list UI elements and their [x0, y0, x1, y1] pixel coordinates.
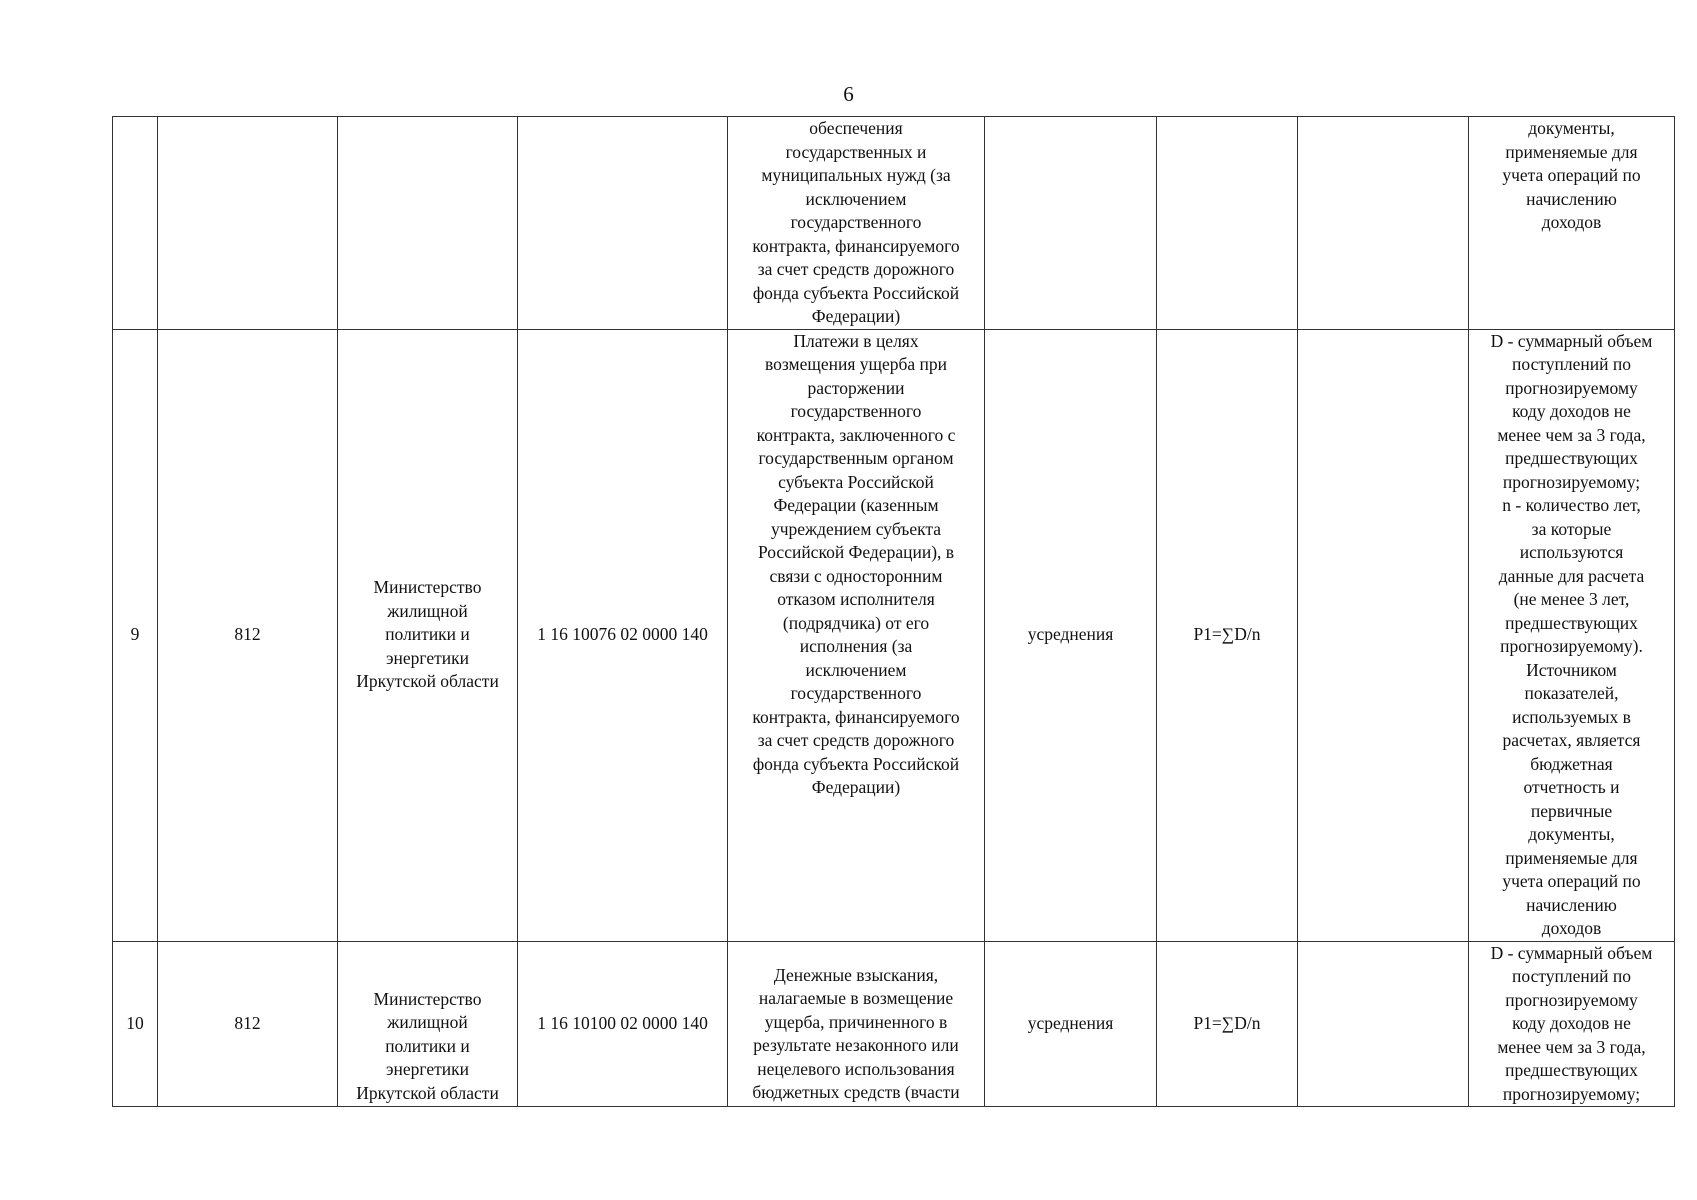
row-index [113, 117, 158, 330]
row-index: 10 [113, 941, 158, 1107]
table-row [113, 329, 1675, 941]
income-name: Денежные взыскания, налагаемые в возмещение ущерба, причиненного в результате незаконного или нецелевого использования бюджетных средств (вчасти [728, 941, 985, 1107]
kbk-code: 1 16 10076 02 0000 140 [518, 329, 728, 941]
indicator-description: документы, применяемые для учета операций по начислению доходов [1469, 117, 1675, 330]
kbk-code: 1 16 10100 02 0000 140 [518, 941, 728, 1107]
page-number: 6 [843, 82, 854, 106]
admin-code [158, 117, 338, 330]
calculation-algorithm [1298, 329, 1469, 941]
table-row [113, 941, 1675, 1107]
income-name: Платежи в целях возмещения ущерба при расторжении государственного контракта, заключенного с государственным органом субъекта Российской Федерации (казенным учреждением субъекта Российской Федерации), в связи с односторонним отказом исполнителя (подрядчика) от его исполнения (за исключением государственного контракта, финансируемого за счет средств дорожного фонда субъекта Российской Федерации) [728, 329, 985, 941]
table-row [113, 117, 1675, 330]
forecast-formula [1157, 117, 1298, 330]
indicator-description: D - суммарный объем поступлений по прогнозируемому коду доходов не менее чем за 3 года, предшествующих прогнозируемому; n - количество лет, за которые используются данные для расчета (не менее 3 лет, предшествующих прогнозируемому). Источником показателей, используемых в расчетах, является бюджетная отчетность и первичные документы, применяемые для учета операций по начислению доходов [1469, 329, 1675, 941]
admin-name: Министерство жилищной политики и энергетики Иркутской области [338, 941, 518, 1107]
forecast-formula: P1=∑D/n [1157, 329, 1298, 941]
admin-name [338, 117, 518, 330]
forecast-method: усреднения [985, 941, 1157, 1107]
calculation-algorithm [1298, 117, 1469, 330]
income-name: обеспечения государственных и муниципальных нужд (за исключением государственного контракта, финансируемого за счет средств дорожного фонда субъекта Российской Федерации) [728, 117, 985, 330]
admin-name: Министерство жилищной политики и энергетики Иркутской области [338, 329, 518, 941]
indicator-description: D - суммарный объем поступлений по прогнозируемому коду доходов не менее чем за 3 года, предшествующих прогнозируемому; [1469, 941, 1675, 1107]
calculation-algorithm [1298, 941, 1469, 1107]
forecast-table [112, 116, 1675, 1107]
kbk-code [518, 117, 728, 330]
forecast-method [985, 117, 1157, 330]
row-index: 9 [113, 329, 158, 941]
admin-code: 812 [158, 941, 338, 1107]
admin-code: 812 [158, 329, 338, 941]
forecast-method: усреднения [985, 329, 1157, 941]
forecast-formula: P1=∑D/n [1157, 941, 1298, 1107]
